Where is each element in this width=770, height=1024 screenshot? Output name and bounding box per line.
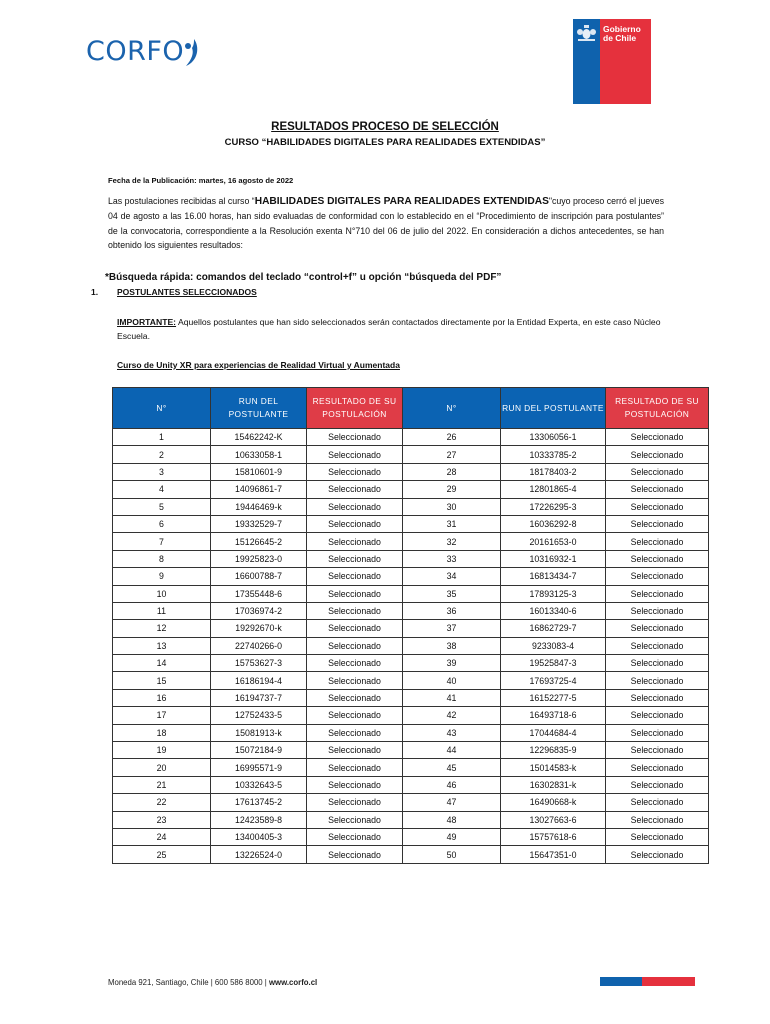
row-number: 1 [113, 429, 211, 446]
row-result-2: Seleccionado [606, 846, 709, 863]
row-result: Seleccionado [307, 776, 403, 793]
chile-coat-of-arms-icon [576, 24, 597, 42]
table-row [113, 568, 709, 585]
row-number: 5 [113, 498, 211, 515]
gobierno-logo-line2: de Chile [603, 33, 637, 43]
row-number-2: 47 [403, 794, 501, 811]
quick-search-note: *Búsqueda rápida: comandos del teclado “control+f” u opción “búsqueda del PDF” [105, 272, 502, 283]
row-result-2: Seleccionado [606, 707, 709, 724]
table-row [113, 481, 709, 498]
row-number-2: 41 [403, 689, 501, 706]
row-run: 16600788-7 [211, 568, 307, 585]
row-number: 25 [113, 846, 211, 863]
row-result: Seleccionado [307, 655, 403, 672]
row-run-2: 13306056-1 [501, 429, 606, 446]
row-result: Seleccionado [307, 707, 403, 724]
row-result: Seleccionado [307, 846, 403, 863]
row-run: 15462242-K [211, 429, 307, 446]
row-result-2: Seleccionado [606, 742, 709, 759]
row-result-2: Seleccionado [606, 550, 709, 567]
table-row [113, 602, 709, 619]
row-result-2: Seleccionado [606, 463, 709, 480]
row-result-2: Seleccionado [606, 776, 709, 793]
row-run-2: 16493718-6 [501, 707, 606, 724]
row-run: 22740266-0 [211, 637, 307, 654]
row-number-2: 27 [403, 446, 501, 463]
document-subtitle: CURSO “HABILIDADES DIGITALES PARA REALIDADES EXTENDIDAS” [224, 137, 546, 148]
table-row [113, 724, 709, 741]
row-number-2: 49 [403, 828, 501, 845]
row-number: 2 [113, 446, 211, 463]
footer-contact: Moneda 921, Santiago, Chile | 600 586 8000 | www.corfo.cl [108, 978, 318, 987]
section-number: 1. [91, 287, 99, 297]
row-run-2: 16152277-5 [501, 689, 606, 706]
row-run-2: 16813434-7 [501, 568, 606, 585]
table-row [113, 776, 709, 793]
row-result-2: Seleccionado [606, 568, 709, 585]
row-result: Seleccionado [307, 550, 403, 567]
row-result: Seleccionado [307, 724, 403, 741]
row-number: 18 [113, 724, 211, 741]
row-result: Seleccionado [307, 620, 403, 637]
row-run-2: 12296835-9 [501, 742, 606, 759]
header-result: RESULTADO DE SU POSTULACIÓN [307, 388, 403, 429]
row-result-2: Seleccionado [606, 481, 709, 498]
row-run: 19292670-k [211, 620, 307, 637]
row-run: 16186194-4 [211, 672, 307, 689]
row-run-2: 15757618-6 [501, 828, 606, 845]
important-label: IMPORTANTE: [117, 317, 177, 327]
row-run-2: 16862729-7 [501, 620, 606, 637]
row-result-2: Seleccionado [606, 515, 709, 532]
row-number: 4 [113, 481, 211, 498]
row-run: 19925823-0 [211, 550, 307, 567]
row-result-2: Seleccionado [606, 585, 709, 602]
row-run-2: 17693725-4 [501, 672, 606, 689]
row-run: 14096861-7 [211, 481, 307, 498]
row-number-2: 30 [403, 498, 501, 515]
row-result: Seleccionado [307, 811, 403, 828]
row-number-2: 38 [403, 637, 501, 654]
row-number: 10 [113, 585, 211, 602]
table-row [113, 811, 709, 828]
row-number: 19 [113, 742, 211, 759]
row-run-2: 17893125-3 [501, 585, 606, 602]
row-number-2: 45 [403, 759, 501, 776]
intro-paragraph: Las postulaciones recibidas al curso “HABILIDADES DIGITALES PARA REALIDADES EXTENDIDAS"cuyo proceso cerró el jueves 04 de agosto a las 16.00 horas, han sido evaluadas de conformidad con lo establecido en el “Procedimiento de inscripción para postulantes” de la convocatoria, correspondiente a la Resolución exenta N°710 del 06 de julio del 2022. En consideración a dichos antecedentes, se han obtenido los siguientes resultados: [108, 196, 664, 250]
row-number-2: 39 [403, 655, 501, 672]
row-result-2: Seleccionado [606, 533, 709, 550]
row-number: 17 [113, 707, 211, 724]
gobierno-de-chile-logo [573, 19, 651, 104]
important-note: IMPORTANTE: Aquellos postulantes que han sido seleccionados serán contactados directamente por la Entidad Experta, en este caso Núcleo Escuela. [117, 317, 661, 341]
row-run: 12752433-5 [211, 707, 307, 724]
row-number-2: 50 [403, 846, 501, 863]
gobierno-logo-line1: Gobierno [603, 24, 641, 34]
row-number-2: 28 [403, 463, 501, 480]
row-run-2: 13027663-6 [501, 811, 606, 828]
table-row [113, 533, 709, 550]
header-result-2: RESULTADO DE SU POSTULACIÓN [606, 388, 709, 429]
table-row [113, 498, 709, 515]
row-run-2: 16490668-k [501, 794, 606, 811]
row-number-2: 32 [403, 533, 501, 550]
row-result: Seleccionado [307, 689, 403, 706]
document-title: RESULTADOS PROCESO DE SELECCIÓN [271, 121, 499, 133]
table-row [113, 742, 709, 759]
table-row [113, 846, 709, 863]
table-row [113, 637, 709, 654]
row-run-2: 16036292-8 [501, 515, 606, 532]
row-run: 15126645-2 [211, 533, 307, 550]
row-result-2: Seleccionado [606, 602, 709, 619]
row-number-2: 26 [403, 429, 501, 446]
row-result: Seleccionado [307, 585, 403, 602]
row-number-2: 48 [403, 811, 501, 828]
row-number: 8 [113, 550, 211, 567]
row-run-2: 12801865-4 [501, 481, 606, 498]
row-result: Seleccionado [307, 568, 403, 585]
row-result-2: Seleccionado [606, 794, 709, 811]
row-run: 10332643-5 [211, 776, 307, 793]
table-row [113, 759, 709, 776]
row-number: 20 [113, 759, 211, 776]
header-number-2: N° [403, 388, 501, 429]
row-result: Seleccionado [307, 429, 403, 446]
row-result: Seleccionado [307, 794, 403, 811]
row-number: 12 [113, 620, 211, 637]
row-run: 15081913-k [211, 724, 307, 741]
row-run-2: 17044684-4 [501, 724, 606, 741]
row-number-2: 34 [403, 568, 501, 585]
row-result-2: Seleccionado [606, 655, 709, 672]
row-number: 3 [113, 463, 211, 480]
table-row [113, 689, 709, 706]
row-run-2: 9233083-4 [501, 637, 606, 654]
row-number: 14 [113, 655, 211, 672]
row-number-2: 33 [403, 550, 501, 567]
row-run-2: 10333785-2 [501, 446, 606, 463]
table-row [113, 446, 709, 463]
header-run-2: RUN DEL POSTULANTE [501, 388, 606, 429]
row-number-2: 29 [403, 481, 501, 498]
publication-date: Fecha de la Publicación: martes, 16 agosto de 2022 [108, 176, 294, 185]
header-number: N° [113, 388, 211, 429]
row-run-2: 15647351-0 [501, 846, 606, 863]
row-number: 9 [113, 568, 211, 585]
row-run: 19332529-7 [211, 515, 307, 532]
row-run: 17613745-2 [211, 794, 307, 811]
row-result: Seleccionado [307, 498, 403, 515]
row-number-2: 42 [403, 707, 501, 724]
course-name: Curso de Unity XR para experiencias de Realidad Virtual y Aumentada [117, 360, 400, 370]
row-number-2: 43 [403, 724, 501, 741]
row-result-2: Seleccionado [606, 672, 709, 689]
row-number-2: 46 [403, 776, 501, 793]
row-result: Seleccionado [307, 533, 403, 550]
table-row [113, 463, 709, 480]
row-run-2: 16302831-k [501, 776, 606, 793]
row-run: 15810601-9 [211, 463, 307, 480]
row-result: Seleccionado [307, 828, 403, 845]
row-run: 12423589-8 [211, 811, 307, 828]
row-result: Seleccionado [307, 602, 403, 619]
row-number: 11 [113, 602, 211, 619]
row-run-2: 10316932-1 [501, 550, 606, 567]
row-run: 15753627-3 [211, 655, 307, 672]
table-row [113, 655, 709, 672]
row-number: 21 [113, 776, 211, 793]
section-title: POSTULANTES SELECCIONADOS [117, 287, 257, 297]
row-number: 16 [113, 689, 211, 706]
row-number: 15 [113, 672, 211, 689]
row-run: 13400405-3 [211, 828, 307, 845]
row-result: Seleccionado [307, 742, 403, 759]
row-result-2: Seleccionado [606, 498, 709, 515]
row-result-2: Seleccionado [606, 759, 709, 776]
row-run-2: 18178403-2 [501, 463, 606, 480]
footer-website-link[interactable]: www.corfo.cl [268, 978, 318, 987]
row-result-2: Seleccionado [606, 828, 709, 845]
table-row [113, 707, 709, 724]
row-number-2: 35 [403, 585, 501, 602]
row-run: 10633058-1 [211, 446, 307, 463]
row-number: 7 [113, 533, 211, 550]
row-result-2: Seleccionado [606, 689, 709, 706]
row-run-2: 17226295-3 [501, 498, 606, 515]
header-run: RUN DEL POSTULANTE [211, 388, 307, 429]
row-result-2: Seleccionado [606, 811, 709, 828]
corfo-logo-text: CORFO [86, 36, 185, 67]
row-result-2: Seleccionado [606, 446, 709, 463]
row-result: Seleccionado [307, 515, 403, 532]
row-run-2: 16013340-6 [501, 602, 606, 619]
table-row [113, 429, 709, 446]
row-run: 17355448-6 [211, 585, 307, 602]
table-row [113, 585, 709, 602]
row-result-2: Seleccionado [606, 429, 709, 446]
row-result: Seleccionado [307, 759, 403, 776]
row-result-2: Seleccionado [606, 620, 709, 637]
row-number: 22 [113, 794, 211, 811]
row-result-2: Seleccionado [606, 637, 709, 654]
row-run: 15072184-9 [211, 742, 307, 759]
table-row [113, 794, 709, 811]
row-number: 6 [113, 515, 211, 532]
table-row [113, 515, 709, 532]
footer-flag-bar [600, 977, 695, 986]
table-row [113, 828, 709, 845]
row-number-2: 40 [403, 672, 501, 689]
row-run: 13226524-0 [211, 846, 307, 863]
row-number-2: 37 [403, 620, 501, 637]
row-number: 23 [113, 811, 211, 828]
corfo-logo [86, 36, 200, 67]
row-result: Seleccionado [307, 446, 403, 463]
table-header-row [113, 388, 709, 429]
row-number-2: 44 [403, 742, 501, 759]
row-run: 19446469-k [211, 498, 307, 515]
row-number: 24 [113, 828, 211, 845]
row-run-2: 19525847-3 [501, 655, 606, 672]
row-result: Seleccionado [307, 481, 403, 498]
row-run: 16194737-7 [211, 689, 307, 706]
row-number: 13 [113, 637, 211, 654]
row-result: Seleccionado [307, 672, 403, 689]
row-result-2: Seleccionado [606, 724, 709, 741]
results-table [112, 387, 709, 864]
row-result: Seleccionado [307, 463, 403, 480]
row-run-2: 20161653-0 [501, 533, 606, 550]
row-number-2: 36 [403, 602, 501, 619]
row-run: 17036974-2 [211, 602, 307, 619]
table-row [113, 620, 709, 637]
corfo-figure-icon [182, 37, 200, 67]
row-number-2: 31 [403, 515, 501, 532]
table-row [113, 672, 709, 689]
row-run-2: 15014583-k [501, 759, 606, 776]
row-result: Seleccionado [307, 637, 403, 654]
table-row [113, 550, 709, 567]
row-run: 16995571-9 [211, 759, 307, 776]
